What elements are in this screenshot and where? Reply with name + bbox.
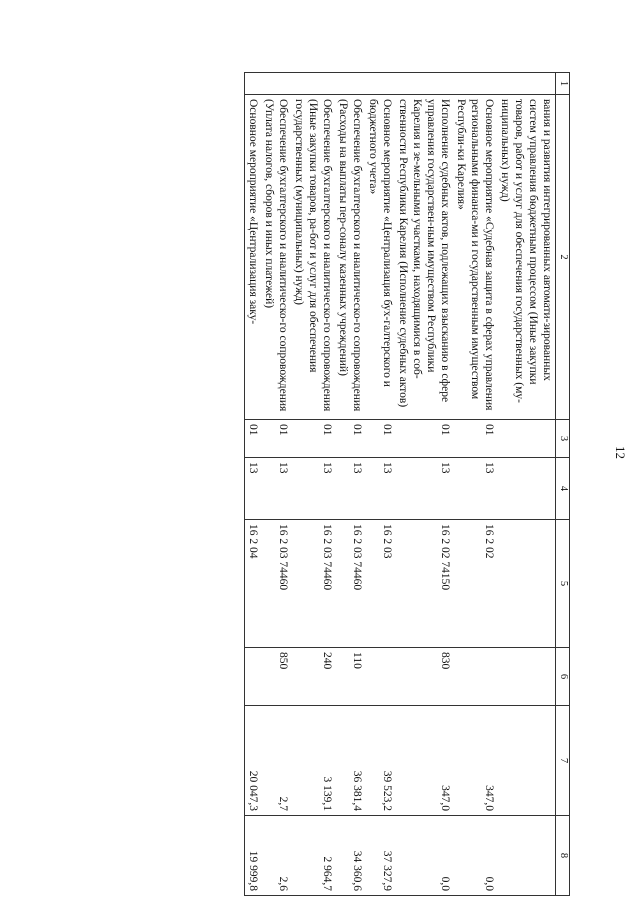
amount-col8: 2 964,7 <box>291 816 335 896</box>
amount-col8: 37 327,9 <box>365 816 395 896</box>
column-header: 2 <box>556 95 570 420</box>
expense-type-code: 110 <box>335 648 365 706</box>
amount-col7: 20 047,3 <box>244 706 261 816</box>
subsection-code: 13 <box>335 458 365 520</box>
subsection-code <box>497 458 556 520</box>
amount-col8: 19 999,8 <box>244 816 261 896</box>
expense-type-code <box>497 648 556 706</box>
expense-type-code: 850 <box>261 648 291 706</box>
target-article-code: 16 2 04 <box>244 520 261 648</box>
expense-type-code <box>453 648 497 706</box>
subsection-code: 13 <box>365 458 395 520</box>
row-name: Основное мероприятие «Централизация бух-галтерского и бюджетного учета» <box>365 95 395 420</box>
expense-type-code: 830 <box>395 648 453 706</box>
section-code: 01 <box>291 420 335 458</box>
expense-type-code: 240 <box>291 648 335 706</box>
column-header: 4 <box>556 458 570 520</box>
section-code: 01 <box>335 420 365 458</box>
column-header: 5 <box>556 520 570 648</box>
amount-col8: 2,6 <box>261 816 291 896</box>
amount-col7: 3 139,1 <box>291 706 335 816</box>
expense-type-code <box>365 648 395 706</box>
amount-col7 <box>497 706 556 816</box>
amount-col8 <box>497 816 556 896</box>
target-article-code <box>497 520 556 648</box>
target-article-code: 16 2 02 <box>453 520 497 648</box>
section-code: 01 <box>395 420 453 458</box>
amount-col8: 0,0 <box>453 816 497 896</box>
amount-col7: 39 523,2 <box>365 706 395 816</box>
subsection-code: 13 <box>244 458 261 520</box>
subsection-code: 13 <box>261 458 291 520</box>
amount-col8: 34 360,6 <box>335 816 365 896</box>
column-header: 7 <box>556 706 570 816</box>
row-name: Исполнение судебных актов, подлежащих взысканию в сфере управления государствен-ным имуществом Республики Карелия и зе-мельными участками, находящимися в соб-ственности Республики Карелия (Исполнение судебных актов) <box>395 95 453 420</box>
subsection-code: 13 <box>395 458 453 520</box>
amount-col7: 2,7 <box>261 706 291 816</box>
amount-col7: 347,0 <box>395 706 453 816</box>
target-article-code: 16 2 02 74150 <box>395 520 453 648</box>
table-row <box>365 73 395 896</box>
target-article-code: 16 2 03 74460 <box>335 520 365 648</box>
table-row <box>291 73 335 896</box>
expense-type-code <box>244 648 261 706</box>
page-number: 12 <box>613 446 628 459</box>
table-row <box>335 73 365 896</box>
target-article-code: 16 2 03 74460 <box>291 520 335 648</box>
section-code: 01 <box>261 420 291 458</box>
section-code: 01 <box>365 420 395 458</box>
subsection-code: 13 <box>291 458 335 520</box>
table-row <box>261 73 291 896</box>
budget-table <box>244 72 570 896</box>
row-name: Обеспечение бухгалтерского и аналитическо-го сопровождения (Иные закупки товаров, ра-бот и услуг для обеспечения государственных (муниципальных) нужд) <box>291 95 335 420</box>
column-header: 6 <box>556 648 570 706</box>
table-row <box>395 73 453 896</box>
column-header: 1 <box>556 73 570 95</box>
table-row <box>497 73 556 896</box>
column-header: 8 <box>556 816 570 896</box>
section-code <box>497 420 556 458</box>
row-name: Обеспечение бухгалтерского и аналитическо-го сопровождения (Расходы на выплаты пер-соналу казенных учреждений) <box>335 95 365 420</box>
table-row <box>453 73 497 896</box>
row-name: Основное мероприятие «Судебная защита в сферах управления региональными финанса-ми и государственным имуществом Республи-ки Карелия» <box>453 95 497 420</box>
subsection-code: 13 <box>453 458 497 520</box>
row-name: вания и развития интегрированных автомати-зированных систем управления бюджетным процессом (Иные закупки товаров, работ и услуг для обеспечения государственных (му-ниципальных) нужд) <box>497 95 556 420</box>
target-article-code: 16 2 03 74460 <box>261 520 291 648</box>
column-header: 3 <box>556 420 570 458</box>
row-name: Основное мероприятие «Централизация заку- <box>244 95 261 420</box>
table-row <box>244 73 261 896</box>
amount-col7: 36 381,4 <box>335 706 365 816</box>
target-article-code: 16 2 03 <box>365 520 395 648</box>
table-header-row <box>556 73 570 896</box>
amount-col7: 347,0 <box>453 706 497 816</box>
amount-col8: 0,0 <box>395 816 453 896</box>
row-name: Обеспечение бухгалтерского и аналитическо-го сопровождения (Уплата налогов, сборов и иных платежей) <box>261 95 291 420</box>
section-code: 01 <box>244 420 261 458</box>
section-code: 01 <box>453 420 497 458</box>
